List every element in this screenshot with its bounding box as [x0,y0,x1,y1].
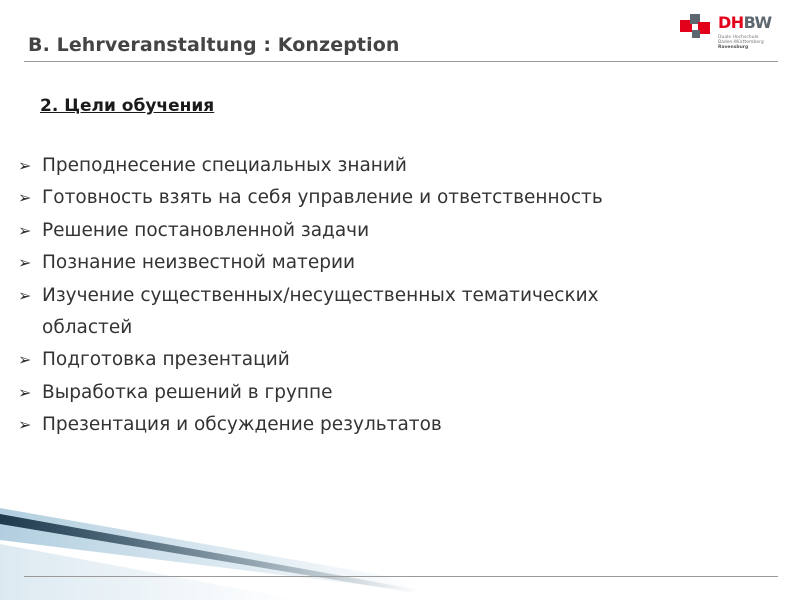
list-item-text: Познание неизвестной материи [42,252,356,274]
list-item-text: Решение постановленной задачи [42,219,370,241]
title-divider [24,61,778,62]
list-item [18,247,718,279]
slide-title: B. Lehrveranstaltung : Konzeption [28,34,400,56]
list-item-text: Преподнесение специальных знаний [42,155,407,176]
list-item [18,280,718,312]
dhbw-logo-mark-icon [680,12,714,42]
list-item [18,409,718,441]
learning-goals-list [18,150,718,442]
list-item-text-continuation: областей [42,317,133,339]
footer-divider [24,576,778,577]
list-item-text: Изучение существенных/несущественных тематических [42,284,599,306]
logo-wordmark [718,13,772,32]
list-item [18,150,718,182]
arrow-bullet-icon: ➢ [18,188,32,208]
list-item-continuation [18,312,718,344]
decorative-swoosh [0,500,420,600]
dhbw-logo [680,12,780,58]
arrow-bullet-icon: ➢ [18,285,32,305]
list-item-text: Презентация и обсуждение результатов [42,414,442,436]
logo-wordmark-bw: BW [743,13,772,32]
arrow-bullet-icon: ➢ [18,415,32,435]
logo-subline-3: Ravensburg [718,45,749,50]
logo-subline-1: Duale Hochschule [718,35,759,40]
arrow-bullet-icon: ➢ [18,382,32,402]
logo-wordmark-dh: DH [718,13,744,32]
logo-subline-2: Baden-Württemberg [718,40,764,45]
list-item [18,215,718,247]
list-item [18,377,718,409]
arrow-bullet-icon: ➢ [18,156,32,175]
list-item [18,182,718,214]
section-heading: 2. Цели обучения [40,96,215,116]
arrow-bullet-icon: ➢ [18,220,32,240]
arrow-bullet-icon: ➢ [18,350,32,370]
list-item-text: Подготовка презентаций [42,349,290,371]
list-item [18,344,718,376]
list-item-text: Готовность взять на себя управление и ответственность [42,187,603,209]
arrow-bullet-icon: ➢ [18,253,32,273]
list-item-text: Выработка решений в группе [42,381,333,403]
